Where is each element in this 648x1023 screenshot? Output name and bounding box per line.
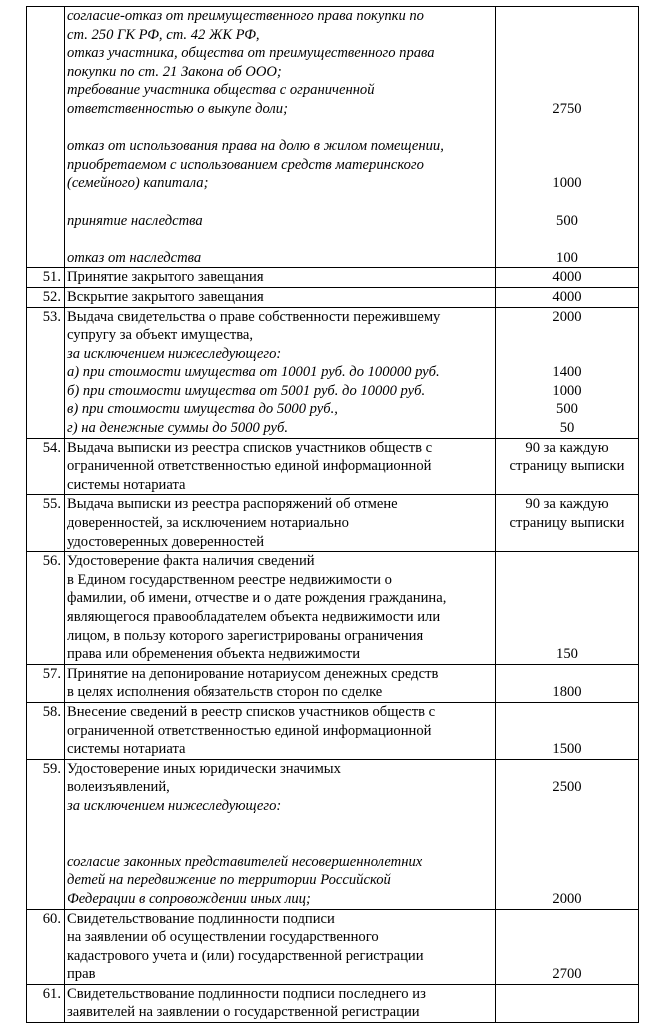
description-line: супругу за объект имущества,	[67, 327, 254, 344]
fee-line	[498, 1003, 636, 1022]
description-line: детей на передвижение по территории Российской	[67, 872, 391, 889]
description-line: права или обременения объекта недвижимости	[67, 646, 361, 663]
row-number: 61.	[27, 984, 65, 1022]
description-line	[67, 816, 493, 835]
fee-line	[498, 193, 636, 212]
row-number	[27, 7, 65, 268]
description-line: заявителей на заявлении о государственной регистрации	[67, 1004, 420, 1021]
description-line: Свидетельствование подлинности подписи	[67, 910, 335, 927]
fee-line: 2750	[552, 100, 582, 117]
description-line	[67, 230, 493, 249]
fee-line	[498, 552, 636, 571]
fee-line	[498, 137, 636, 156]
row-number: 55.	[27, 495, 65, 552]
fee-line	[498, 589, 636, 608]
fee-amount	[496, 759, 639, 909]
fee-line: 50	[559, 420, 575, 437]
fee-line	[498, 910, 636, 929]
fee-amount	[496, 7, 639, 268]
fee-line: 500	[556, 401, 578, 418]
fee-line: 2000	[552, 890, 582, 907]
fee-line	[498, 871, 636, 890]
description-line: а) при стоимости имущества от 10001 руб. до 100000 руб.	[67, 364, 440, 381]
description-line: г) на денежные суммы до 5000 руб.	[67, 420, 288, 437]
description-line: отказ от использования права на долю в жилом помещении,	[67, 138, 444, 155]
fee-line	[498, 81, 636, 100]
description-line: Выдача свидетельства о праве собственности пережившему	[67, 308, 441, 325]
fee-amount	[496, 702, 639, 759]
fee-line	[498, 345, 636, 364]
service-description	[65, 759, 496, 909]
fee-line	[498, 627, 636, 646]
fee-amount	[496, 438, 639, 495]
fee-line: 90 за каждую	[525, 496, 609, 513]
description-line: ограниченной ответственностью единой информационной	[67, 722, 432, 739]
fee-table-body	[27, 7, 639, 1023]
description-line: Свидетельствование подлинности подписи последнего из	[67, 985, 426, 1002]
fee-amount	[496, 664, 639, 702]
fee-line: 4000	[552, 269, 582, 286]
fee-line	[498, 533, 636, 552]
fee-line	[498, 703, 636, 722]
fee-amount	[496, 984, 639, 1022]
notary-fee-table	[26, 6, 639, 1023]
table-row	[27, 495, 639, 552]
description-line: системы нотариата	[67, 741, 186, 758]
description-line: ограниченной ответственностью единой информационной	[67, 458, 432, 475]
table-row	[27, 287, 639, 307]
description-line: Удостоверение иных юридически значимых	[67, 760, 341, 777]
fee-line: 1000	[552, 175, 582, 192]
description-line: ответственностью о выкупе доли;	[67, 100, 288, 117]
description-line: Вскрытие закрытого завещания	[67, 288, 264, 305]
fee-amount	[496, 287, 639, 307]
fee-line	[498, 230, 636, 249]
fee-line: 1000	[552, 382, 582, 399]
table-row	[27, 552, 639, 665]
row-number: 54.	[27, 438, 65, 495]
fee-line	[498, 853, 636, 872]
table-row	[27, 984, 639, 1022]
description-line: Выдача выписки из реестра списков участников обществ с	[67, 439, 433, 456]
fee-amount	[496, 495, 639, 552]
table-row	[27, 664, 639, 702]
fee-line	[498, 722, 636, 741]
table-row	[27, 909, 639, 984]
description-line: Принятие закрытого завещания	[67, 269, 264, 286]
description-line: Внесение сведений в реестр списков участников обществ с	[67, 703, 436, 720]
description-line: отказ от наследства	[67, 249, 202, 266]
fee-line: 4000	[552, 288, 582, 305]
description-line: отказ участника, общества от преимущественного права	[67, 45, 435, 62]
fee-line: 150	[556, 646, 578, 663]
fee-line: 2700	[552, 966, 582, 983]
description-line: системы нотариата	[67, 476, 186, 493]
fee-amount	[496, 909, 639, 984]
row-number: 58.	[27, 702, 65, 759]
service-description	[65, 909, 496, 984]
fee-line	[498, 119, 636, 138]
description-line: б) при стоимости имущества от 5001 руб. до 10000 руб.	[67, 382, 426, 399]
description-line	[67, 834, 493, 853]
description-line: прав	[67, 966, 96, 983]
description-line: за исключением нижеследующего:	[67, 345, 282, 362]
fee-line: 1500	[552, 741, 582, 758]
description-line: Выдача выписки из реестра распоряжений об отмене	[67, 496, 398, 513]
row-number: 57.	[27, 664, 65, 702]
description-line: приобретаемом с использованием средств материнского	[67, 156, 424, 173]
table-row	[27, 438, 639, 495]
service-description	[65, 552, 496, 665]
description-line: Удостоверение факта наличия сведений	[67, 553, 315, 570]
fee-amount	[496, 307, 639, 438]
description-line	[67, 119, 493, 138]
row-number: 51.	[27, 268, 65, 288]
description-line: Федерации в сопровождении иных лиц;	[67, 890, 311, 907]
description-line: (семейного) капитала;	[67, 175, 209, 192]
row-number: 56.	[27, 552, 65, 665]
fee-amount	[496, 268, 639, 288]
fee-line	[498, 26, 636, 45]
row-number: 59.	[27, 759, 65, 909]
description-line: являющегося правообладателем объекта недвижимости или	[67, 609, 441, 625]
table-row	[27, 268, 639, 288]
fee-line	[498, 156, 636, 175]
description-line: принятие наследства	[67, 212, 203, 229]
fee-line: страницу выписки	[509, 458, 625, 475]
table-row	[27, 7, 639, 268]
table-row	[27, 702, 639, 759]
description-line: удостоверенных доверенностей	[67, 533, 265, 550]
fee-line: 2000	[552, 308, 582, 325]
fee-amount	[496, 552, 639, 665]
fee-line: 500	[556, 212, 578, 229]
description-line	[67, 193, 493, 212]
fee-line: 100	[556, 249, 578, 266]
description-line: ст. 250 ГК РФ, ст. 42 ЖК РФ,	[67, 26, 260, 43]
fee-line	[498, 760, 636, 779]
description-line: согласие-отказ от преимущественного права покупки по	[67, 8, 424, 24]
description-line: Принятие на депонирование нотариусом денежных средств	[67, 665, 439, 682]
description-line: требование участника общества с ограниченной	[67, 82, 375, 99]
description-line: покупки по ст. 21 Закона об ООО;	[67, 63, 282, 80]
description-line: в Едином государственном реестре недвижимости о	[67, 571, 392, 588]
description-line: за исключением нижеследующего:	[67, 797, 282, 814]
fee-line	[498, 834, 636, 853]
fee-line: 90 за каждую	[525, 439, 609, 456]
fee-line	[498, 797, 636, 816]
fee-line	[498, 7, 636, 26]
table-row	[27, 759, 639, 909]
fee-line	[498, 608, 636, 627]
description-line: в целях исполнения обязательств сторон по сделке	[67, 684, 383, 701]
fee-line	[498, 985, 636, 1004]
service-description	[65, 984, 496, 1022]
fee-line	[498, 928, 636, 947]
description-line: в) при стоимости имущества до 5000 руб.,	[67, 401, 338, 418]
fee-line	[498, 476, 636, 495]
service-description	[65, 438, 496, 495]
service-description	[65, 702, 496, 759]
description-line: фамилии, об имени, отчестве и о дате рождения гражданина,	[67, 590, 447, 607]
description-line: доверенностей, за исключением нотариально	[67, 515, 349, 532]
fee-line: 1400	[552, 364, 582, 381]
service-description	[65, 664, 496, 702]
fee-line: 1800	[552, 684, 582, 701]
fee-line	[498, 44, 636, 63]
row-number: 60.	[27, 909, 65, 984]
row-number: 53.	[27, 307, 65, 438]
table-row	[27, 307, 639, 438]
service-description	[65, 287, 496, 307]
description-line: на заявлении об осуществлении государственного	[67, 929, 379, 946]
description-line: лицом, в пользу которого зарегистрированы ограничения	[67, 627, 424, 644]
service-description	[65, 7, 496, 268]
description-line: кадастрового учета и (или) государственной регистрации	[67, 947, 424, 964]
fee-line	[498, 947, 636, 966]
service-description	[65, 307, 496, 438]
fee-line	[498, 63, 636, 82]
service-description	[65, 268, 496, 288]
row-number: 52.	[27, 287, 65, 307]
fee-line	[498, 326, 636, 345]
fee-line: 2500	[552, 779, 582, 796]
fee-line	[498, 665, 636, 684]
fee-line: страницу выписки	[509, 515, 625, 532]
service-description	[65, 495, 496, 552]
description-line: волеизъявлений,	[67, 779, 170, 796]
fee-line	[498, 816, 636, 835]
fee-line	[498, 571, 636, 590]
description-line: согласие законных представителей несовершеннолетних	[67, 853, 423, 870]
